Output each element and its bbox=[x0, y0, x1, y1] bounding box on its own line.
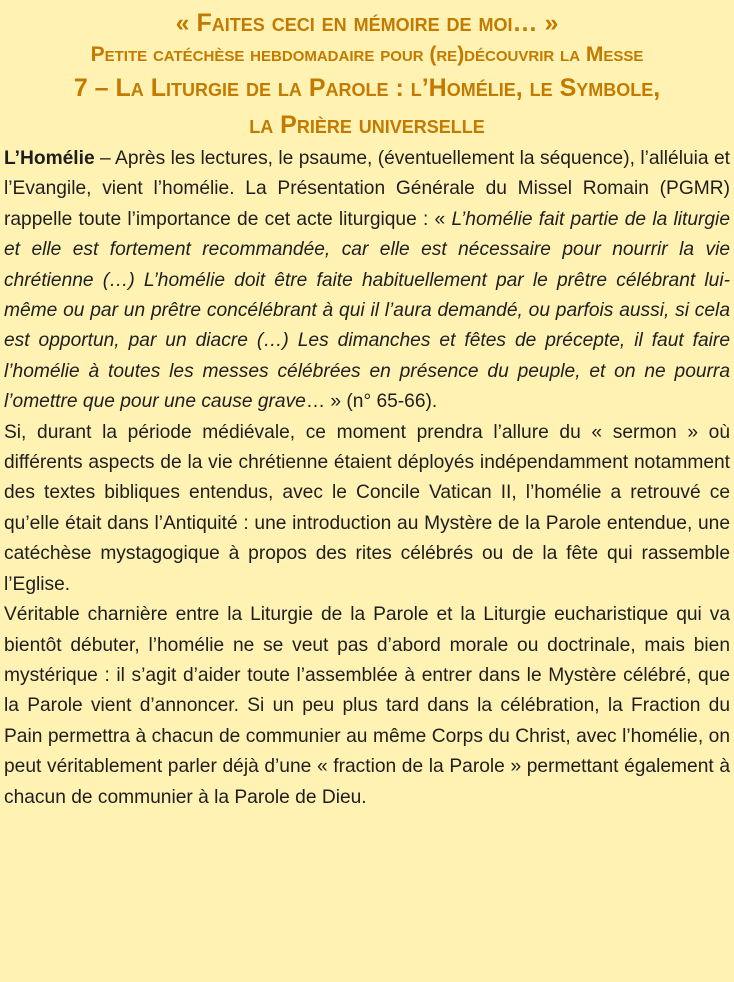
paragraph-homelie bbox=[4, 144, 730, 418]
paragraph-end: … » (n° 65-66). bbox=[305, 391, 438, 413]
header-line-4: la Prière universelle bbox=[249, 111, 485, 139]
paragraph-lead: L’Homélie bbox=[4, 148, 95, 169]
paragraph-text: – Après les lectures, le psaume, (éventuellement la séquence), l’alléluia et l’Evangile, vient l’homélie. La Présentation Générale du Missel Romain (PGMR) rappelle toute l’importance de cet acte liturgique : « bbox=[4, 148, 730, 230]
pgmr-quote: L’homélie fait partie de la liturgie et elle est fortement recommandée, car elle est nécessaire pour nourrir la vie chrétienne (…) L’homélie doit être faite habituellement par le prêtre célébrant lui-même ou par un prêtre concélébrant à qui il l’aura demandé, ou parfois aussi, si cela est opportun, par un diacre (…) Les dimanches et fêtes de précepte, il faut faire l’homélie à toutes les messes célébrées en présence du peuple, et on ne pourra l’omettre que pour une cause grave bbox=[4, 208, 730, 413]
paragraph-medieval: Si, durant la période médiévale, ce moment prendra l’allure du « sermon » où différents aspects de la vie chrétienne étaient déployés indépendamment notamment des textes bibliques entendus, avec le Concile Vatican II, l’homélie a retrouvé ce qu’elle était dans l’Antiquité : une introduction au Mystère de la Parole entendue, une catéchèse mystagogique à propos des rites célébrés ou de la fête qui rassemble l’Eglise. bbox=[4, 421, 730, 595]
header-line-3: 7 – La Liturgie de la Parole : l’Homélie, le Symbole, bbox=[73, 74, 661, 102]
paragraph-charniere: Véritable charnière entre la Liturgie de la Parole et la Liturgie eucharistique qui va bientôt débuter, l’homélie ne se veut pas d’abord morale ou doctrinale, mais bien mystérique : il s’agit d’aider toute l’assemblée à entrer dans le Mystère célébré, que la Parole vient d’annoncer. Si un peu plus tard dans la célébration, la Fraction du Pain permettra à chacun de communier au même Corps du Christ, avec l’homélie, on peut véritablement parler déjà d’une « fraction de la Parole » permettant également à chacun de communier à la Parole de Dieu. bbox=[4, 604, 730, 808]
header-line-1: « Faites ceci en mémoire de moi… » bbox=[175, 9, 559, 37]
header-line-2: Petite catéchèse hebdomadaire pour (re)découvrir la Messe bbox=[90, 43, 644, 66]
